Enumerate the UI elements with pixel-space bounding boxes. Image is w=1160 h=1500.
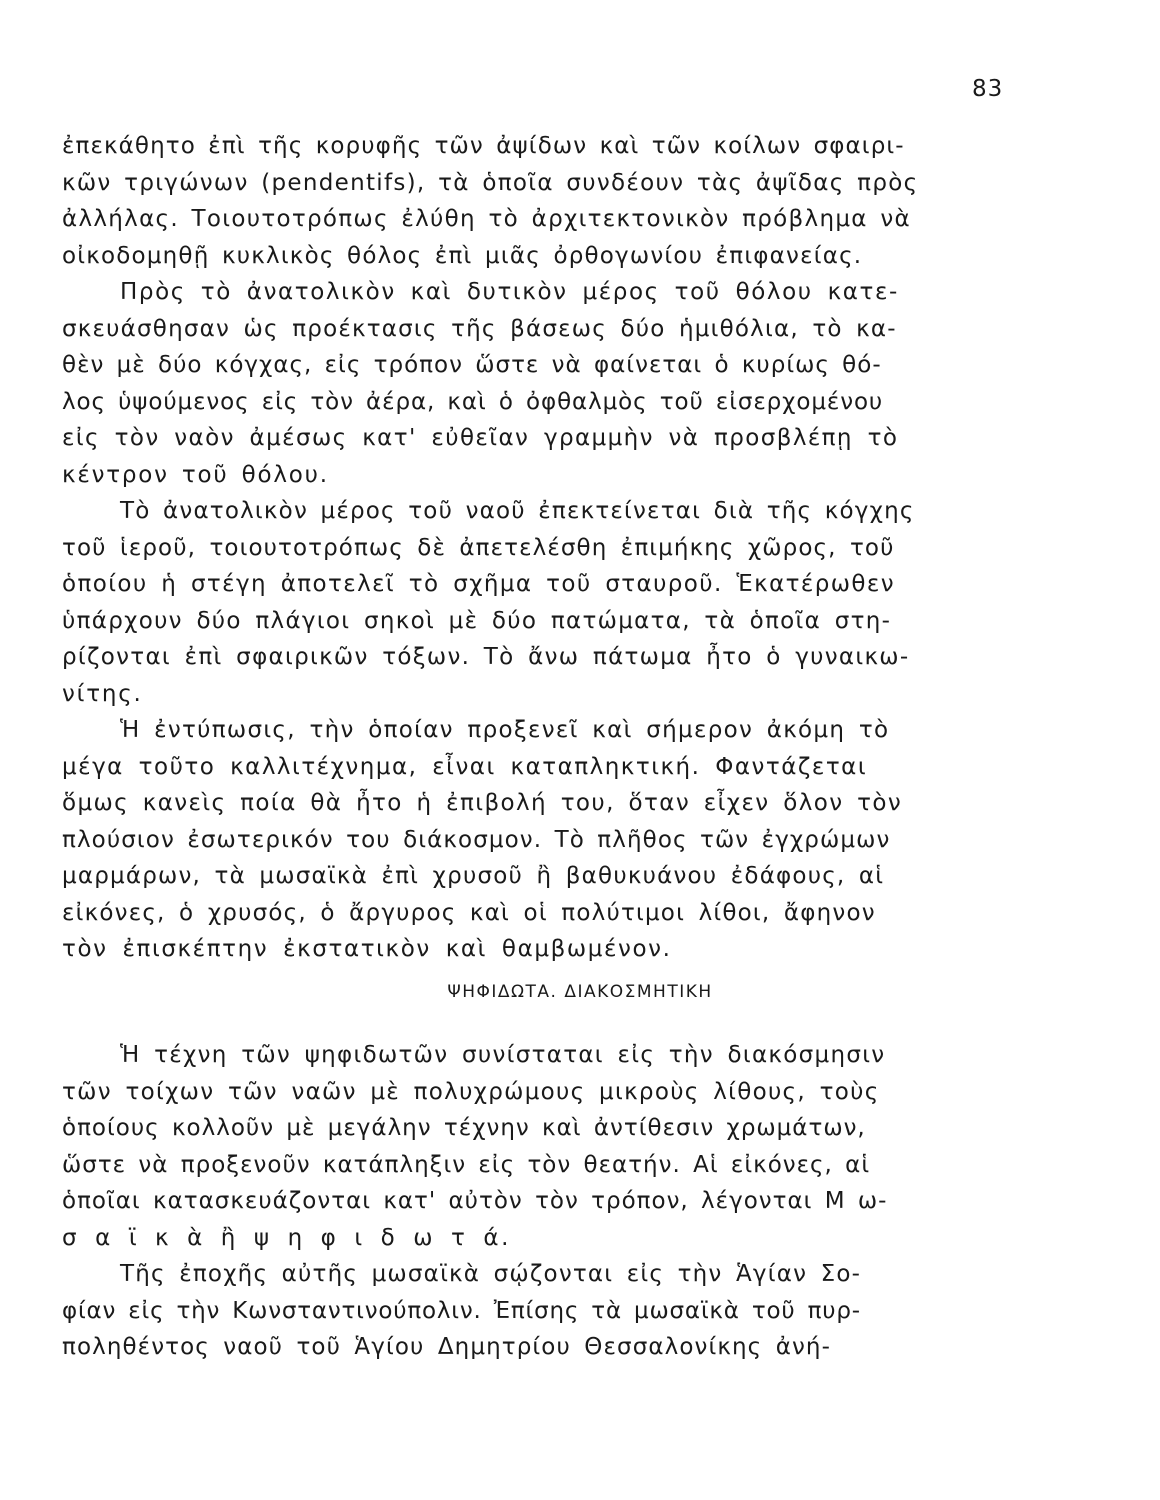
text-line: λος ὑψούμενος εἰς τὸν ἀέρα, καὶ ὁ ὀφθαλμὸς τοῦ εἰσερχομένου — [62, 388, 884, 415]
text-line: θὲν μὲ δύο κόγχας, εἰς τρόπον ὥστε νὰ φαίνεται ὁ κυρίως θό- — [62, 352, 882, 378]
page-number: 83 — [972, 76, 1004, 102]
text-line: ποληθέντος ναοῦ τοῦ Ἁγίου Δημητρίου Θεσσαλονίκης ἀνή- — [62, 1334, 831, 1360]
text-line: ρίζονται ἐπὶ σφαιρικῶν τόξων. Τὸ ἄνω πάτωμα ἦτο ὁ γυναικω- — [62, 644, 910, 670]
text-line: Πρὸς τὸ ἀνατολικὸν καὶ δυτικὸν μέρος τοῦ θόλου κατε- — [120, 279, 899, 305]
text-line: πλούσιον ἐσωτερικόν του διάκοσμον. Τὸ πλῆθος τῶν ἐγχρώμων — [62, 826, 891, 853]
text-line: ὁποίους κολλοῦν μὲ μεγάλην τέχνην καὶ ἀντίθεσιν χρωμάτων, — [62, 1115, 866, 1141]
text-line: οἰκοδομηθῇ κυκλικὸς θόλος ἐπὶ μιᾶς ὀρθογωνίου ἐπιφανείας. — [62, 242, 863, 269]
text-line: ὁποίου ἡ στέγη ἀποτελεῖ τὸ σχῆμα τοῦ σταυροῦ. Ἑκατέρωθεν — [62, 571, 895, 597]
section-heading: ΨΗΦΙΔΩΤΑ. ΔΙΑΚΟΣΜΗΤΙΚΗ — [447, 982, 713, 1002]
body-text-bottom — [62, 1037, 1010, 1366]
text-line: ὅμως κανεὶς ποία θὰ ἦτο ἡ ἐπιβολή του, ὅταν εἶχεν ὅλον τὸν — [62, 790, 903, 816]
text-line: νίτης. — [62, 680, 143, 707]
text-line: τῶν τοίχων τῶν ναῶν μὲ πολυχρώμους μικροὺς λίθους, τοὺς — [62, 1078, 880, 1105]
text-line: ὁποῖαι κατασκευάζονται κατ' αὐτὸν τὸν τρόπον, λέγονται Μ ω- — [62, 1188, 888, 1214]
text-line: ἀλλήλας. Τοιουτοτρόπως ἐλύθη τὸ ἀρχιτεκτονικὸν πρόβλημα νὰ — [62, 206, 911, 232]
text-line: ἐπεκάθητο ἐπὶ τῆς κορυφῆς τῶν ἀψίδων καὶ τῶν κοίλων σφαιρι- — [62, 133, 905, 159]
text-line: κῶν τριγώνων (pendentifs), τὰ ὁποῖα συνδέουν τὰς ἀψῖδας πρὸς — [62, 169, 919, 196]
text-line: Ἡ ἐντύπωσις, τὴν ὁποίαν προξενεῖ καὶ σήμερον ἀκόμη τὸ — [120, 717, 890, 743]
text-line: ὑπάρχουν δύο πλάγιοι σηκοὶ μὲ δύο πατώματα, τὰ ὁποῖα στη- — [62, 607, 892, 634]
text-line: Ἡ τέχνη τῶν ψηφιδωτῶν συνίσταται εἰς τὴν διακόσμησιν — [120, 1042, 886, 1068]
text-line: σκευάσθησαν ὡς προέκτασις τῆς βάσεως δύο ἡμιθόλια, τὸ κα- — [62, 315, 897, 342]
text-line: Τὸ ἀνατολικὸν μέρος τοῦ ναοῦ ἐπεκτείνεται διὰ τῆς κόγχης — [120, 498, 915, 524]
text-line: Τῆς ἐποχῆς αὐτῆς μωσαϊκὰ σῴζονται εἰς τὴν Ἁγίαν Σο- — [120, 1261, 862, 1287]
text-line: τὸν ἐπισκέπτην ἐκστατικὸν καὶ θαμβωμένον. — [62, 936, 672, 962]
text-line: μέγα τοῦτο καλλιτέχνημα, εἶναι καταπληκτική. Φαντάζεται — [62, 753, 868, 780]
body-text-top — [62, 128, 1010, 968]
text-line: μαρμάρων, τὰ μωσαϊκὰ ἐπὶ χρυσοῦ ἢ βαθυκυάνου ἐδάφους, αἱ — [62, 863, 885, 889]
text-line: φίαν εἰς τὴν Κωνσταντινούπολιν. Ἐπίσης τὰ μωσαϊκὰ τοῦ πυρ- — [62, 1297, 861, 1324]
text-line: κέντρον τοῦ θόλου. — [62, 461, 329, 488]
text-line: εἰς τὸν ναὸν ἀμέσως κατ' εὐθεῖαν γραμμὴν νὰ προσβλέπῃ τὸ — [62, 425, 899, 451]
text-line: σ α ϊ κ ὰ ἢ ψ η φ ι δ ω τ ά. — [62, 1224, 512, 1251]
text-line: ὥστε νὰ προξενοῦν κατάπληξιν εἰς τὸν θεατήν. Αἱ εἰκόνες, αἱ — [62, 1151, 871, 1178]
text-line: τοῦ ἱεροῦ, τοιουτοτρόπως δὲ ἀπετελέσθη ἐπιμήκης χῶρος, τοῦ — [62, 534, 895, 561]
text-line: εἰκόνες, ὁ χρυσός, ὁ ἄργυρος καὶ οἱ πολύτιμοι λίθοι, ἄφηνον — [62, 899, 876, 926]
